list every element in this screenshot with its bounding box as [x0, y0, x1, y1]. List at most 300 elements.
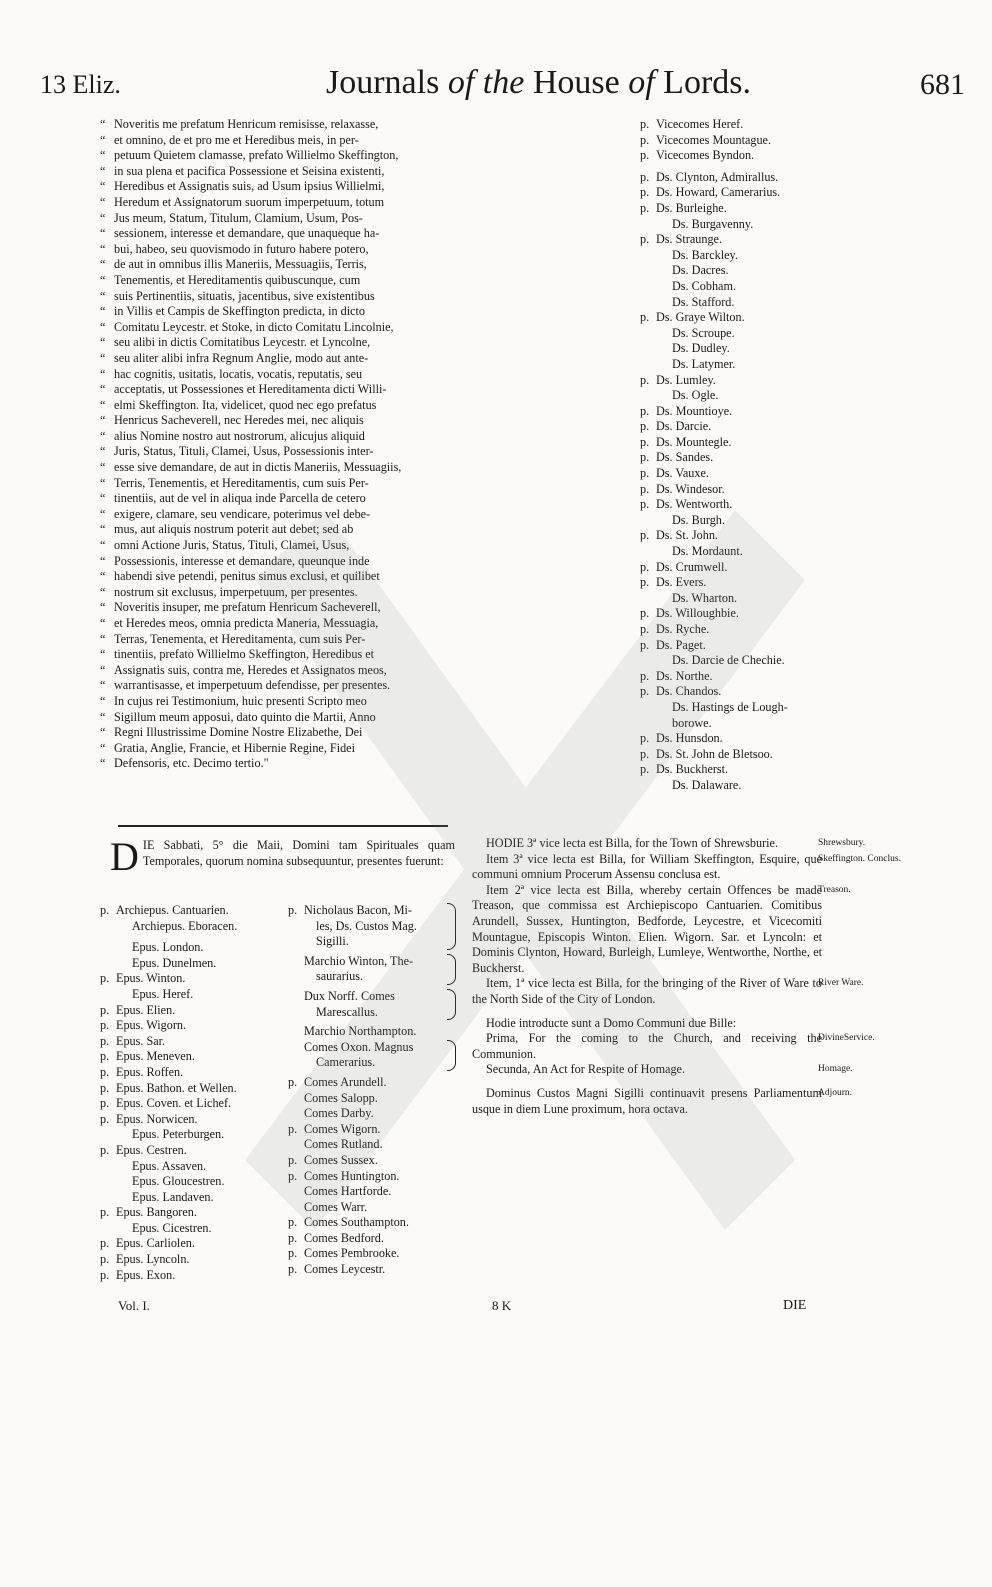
lord-entry: [100, 1252, 285, 1268]
deed-line: [100, 507, 445, 523]
deed-line: [100, 647, 445, 663]
deed-line: [100, 304, 445, 320]
quote-mark: “: [100, 709, 106, 724]
present-mark: p.: [640, 762, 650, 777]
deed-line-text: Heredibus et Assignatis suis, ad Usum ipsius Willielmi,: [114, 179, 385, 194]
quote-mark: “: [100, 226, 106, 241]
lord-name: Ds. Straunge.: [656, 232, 723, 247]
lord-name: Archiepus. Cantuarien.: [116, 903, 229, 917]
deed-line: [100, 148, 445, 164]
deed-line: [100, 585, 445, 601]
lord-name: Epus. Lyncoln.: [116, 1252, 190, 1267]
lord-name: Archiepus. Eboracen.: [132, 918, 238, 933]
lord-name: Ds. Darcie.: [656, 419, 712, 434]
deed-line: [100, 211, 445, 227]
lord-entry: [640, 326, 910, 342]
temporal-lord-line: Dux Norff. Comes: [304, 988, 395, 1003]
lord-name: Ds. Latymer.: [672, 356, 736, 371]
quote-mark: “: [100, 335, 106, 350]
quote-mark: “: [100, 584, 106, 599]
lord-entry: [640, 560, 910, 576]
lord-entry: [100, 1236, 285, 1252]
lord-entry: [640, 117, 910, 133]
deed-line: [100, 569, 445, 585]
present-mark: p.: [100, 1080, 110, 1095]
quote-mark: “: [100, 163, 106, 178]
deed-line-text: Henricus Sacheverell, nec Heredes mei, nec aliquis: [114, 413, 364, 428]
lord-name: Ds. Ogle.: [672, 388, 719, 403]
deed-line: [100, 460, 445, 476]
lord-name: Ds. Cobham.: [672, 278, 736, 293]
deed-line: [100, 382, 445, 398]
lord-entry: [640, 232, 910, 248]
deed-line-text: Noveritis insuper, me prefatum Henricum Sacheverell,: [114, 600, 381, 615]
quote-mark: “: [100, 693, 106, 708]
temporal-lord-line: Marchio Northampton.: [304, 1024, 417, 1039]
temporal-lord-line: Comes Oxon. Magnus: [304, 1039, 414, 1054]
lord-name: Ds. Ryche.: [656, 622, 710, 636]
lord-entry: [640, 133, 910, 149]
running-title: [326, 64, 751, 102]
lord-name: Epus. London.: [132, 940, 204, 955]
deed-line: [100, 476, 445, 492]
lord-entry: [640, 185, 910, 201]
deed-line-text: tinentiis, prefato Willielmo Skeffington, Heredibus et: [114, 647, 375, 662]
temporal-lord-line: Comes Bedford.: [304, 1230, 384, 1245]
quote-mark: “: [100, 257, 106, 272]
lord-name: Ds. Buckherst.: [656, 762, 729, 777]
deed-line: [100, 242, 445, 258]
lord-entry: [640, 731, 910, 747]
lord-name: Ds. Dudley.: [672, 341, 730, 356]
temporal-lord-line: Nicholaus Bacon, Mi-: [304, 903, 412, 917]
proceedings: [472, 836, 822, 1117]
lord-entry: [640, 295, 910, 311]
quote-mark: “: [100, 148, 106, 163]
lord-name: Epus. Norwicen.: [116, 1111, 198, 1126]
deed-line-text: acceptatis, ut Possessiones et Hereditamenta dicti Willi-: [114, 382, 387, 397]
temporal-lord-name: [288, 1137, 444, 1153]
present-mark: p.: [640, 466, 650, 481]
deed-line-text: Terris, Tenementis, et Hereditamentis, cum suis Per-: [114, 475, 369, 490]
lord-entry: [100, 1221, 285, 1237]
lord-entry: [640, 263, 910, 279]
lord-name: Ds. Chandos.: [656, 684, 722, 699]
lord-entry: [640, 404, 910, 420]
brace-mark: [447, 903, 456, 950]
lord-entry: [640, 373, 910, 389]
deed-line-text: alius Nomine nostro aut nostrorum, alicujus aliquid: [114, 428, 365, 443]
present-mark: p.: [288, 1121, 298, 1136]
deed-line: [100, 367, 445, 383]
present-mark: p.: [288, 1152, 298, 1167]
deed-line-text: esse sive demandare, de aut in dictis Maneriis, Messuagiis,: [114, 460, 402, 475]
quote-mark: “: [100, 444, 106, 459]
lord-name: Epus. Roffen.: [116, 1064, 184, 1079]
lord-entry: [640, 700, 910, 716]
lord-entry: [640, 747, 910, 763]
margin-note: Treason.: [818, 885, 851, 895]
quote-mark: “: [100, 538, 106, 553]
present-mark: p.: [288, 1230, 298, 1245]
proceeding-entry: Dominus Custos Magni Sigilli continuavit presens Parliamentum usque in diem Lune proximum, hora octava.: [472, 1085, 822, 1116]
lord-name: Ds. Evers.: [656, 575, 707, 590]
present-mark: p.: [100, 1018, 110, 1033]
quote-mark: “: [100, 616, 106, 630]
present-mark: p.: [640, 575, 650, 590]
present-mark: p.: [288, 1074, 298, 1089]
lord-entry: [640, 248, 910, 264]
deed-line: [100, 600, 445, 616]
lord-entry: [640, 497, 910, 513]
temporal-lord-name: [288, 1075, 444, 1091]
deed-line-text: bui, habeo, seu quovismodo in futuro habere potero,: [114, 241, 369, 256]
temporal-lord-entry: [288, 1262, 458, 1278]
lord-name: Vicecomes Mountague.: [656, 132, 772, 147]
page-number: 681: [920, 68, 965, 101]
deed-line: [100, 678, 445, 694]
quote-mark: “: [100, 194, 106, 209]
lord-name: Epus. Gloucestren.: [132, 1174, 225, 1189]
lord-entry: [640, 357, 910, 373]
lord-entry: [100, 971, 285, 987]
lord-name: Epus. Dunelmen.: [132, 955, 217, 970]
quote-mark: “: [100, 631, 106, 646]
margin-note: Skeffington. Conclus.: [818, 854, 901, 864]
lord-entry: [640, 279, 910, 295]
lord-name: Ds. Burleighe.: [656, 200, 727, 215]
lord-entry: [100, 1174, 285, 1190]
deed-line-text: sessionem, interesse et demandare, que unaqueque ha-: [114, 226, 380, 241]
present-mark: p.: [640, 481, 650, 496]
margin-note: Adjourn.: [818, 1088, 853, 1098]
volume-label: Vol. I.: [118, 1298, 150, 1313]
proceeding-entry: Prima, For the coming to the Church, and receiving the Communion.: [472, 1031, 822, 1061]
deed-line-text: Gratia, Anglie, Francie, et Hibernie Regine, Fidei: [114, 740, 355, 755]
lord-entry: [100, 987, 285, 1003]
temporal-lord-line: Comes Rutland.: [304, 1137, 383, 1152]
present-mark: p.: [100, 971, 110, 986]
temporal-lord-line: Comes Pembrooke.: [304, 1246, 400, 1261]
lord-entry: [100, 1190, 285, 1206]
deed-line: [100, 179, 445, 195]
deed-line: [100, 413, 445, 429]
quote-mark: “: [100, 413, 106, 428]
lord-name: Epus. Carliolen.: [116, 1236, 195, 1251]
temporal-lord-entry: [288, 1169, 458, 1185]
present-mark: p.: [640, 528, 650, 543]
present-mark: p.: [100, 1049, 110, 1064]
lord-name: Ds. Hastings de Lough-: [672, 699, 788, 714]
quote-mark: “: [100, 210, 106, 225]
drop-cap: D: [110, 834, 139, 879]
present-mark: p.: [640, 559, 650, 574]
temporal-lord-line: Comes Sussex.: [304, 1152, 378, 1167]
present-mark: p.: [640, 132, 650, 147]
present-mark: p.: [288, 903, 298, 917]
lord-name: Ds. Vauxe.: [656, 466, 709, 481]
running-title-part: [620, 64, 629, 101]
lord-name: Epus. Wigorn.: [116, 1018, 187, 1033]
deed-line: [100, 335, 445, 351]
brace-mark: [447, 954, 456, 985]
lord-name: Ds. Lumley.: [656, 372, 716, 387]
lord-entry: [640, 684, 910, 700]
lord-name: Ds. St. John de Bletsoo.: [656, 746, 773, 761]
lord-entry: [640, 591, 910, 607]
deed-line-text: Jus meum, Statum, Titulum, Clamium, Usum, Pos-: [114, 210, 363, 225]
quote-mark: “: [100, 569, 106, 584]
deed-line-text: et omnino, de et pro me et Heredibus meis, in per-: [114, 132, 359, 147]
quote-mark: “: [100, 179, 106, 194]
deed-line: [100, 226, 445, 242]
lord-name: Ds. Burgavenny.: [672, 216, 754, 231]
temporal-lord-name: [288, 1262, 444, 1278]
brace-mark: [447, 989, 456, 1020]
lord-entry: [640, 148, 910, 164]
temporal-lord-entry: [288, 954, 458, 985]
lord-name: Ds. Darcie de Chechie.: [672, 653, 785, 668]
lord-name: Ds. Wharton.: [672, 590, 738, 605]
lord-name: Epus. Cestren.: [116, 1142, 187, 1157]
deed-line-text: in sua plena et pacifica Possessione et Seisina existenti,: [114, 163, 385, 178]
temporal-lord-entry: [288, 1231, 458, 1247]
temporal-lord-line: Sigilli.: [316, 934, 349, 949]
lord-entry: [640, 762, 910, 778]
temporal-lord-entry: [288, 903, 458, 950]
proceeding-entry: Item, 1ª vice lecta est Billa, for the bringing of the River of Ware to the North Side of the City of London.: [472, 976, 822, 1006]
temporal-lord-line: Comes Warr.: [304, 1199, 368, 1214]
present-mark: p.: [640, 746, 650, 761]
page-header: [30, 64, 965, 104]
day-heading-text: IE Sabbati, 5° die Maii, Domini tam Spirituales quam Temporales, quorum nomina subsequuntur, presentes fuerunt:: [142, 838, 455, 868]
present-mark: p.: [640, 419, 650, 434]
temporal-lord-entry: [288, 1215, 458, 1231]
running-title-part: of: [628, 64, 655, 101]
quote-mark: “: [100, 725, 106, 740]
proceeding-entry: Secunda, An Act for Respite of Homage.: [486, 1062, 686, 1077]
quote-mark: “: [100, 647, 106, 662]
deed-line-text: Comitatu Leycestr. et Stoke, in dicto Comitatu Lincolnie,: [114, 319, 394, 334]
lord-entry: [100, 1096, 285, 1112]
present-mark: p.: [640, 622, 650, 636]
temporal-lord-line: saurarius.: [316, 969, 364, 984]
proceeding-entry: Item 3ª vice lecta est Billa, for William Skeffington, Esquire, que communi omnium Procerum Assensu conclusa est.: [472, 851, 822, 882]
present-mark: p.: [640, 232, 650, 247]
lord-entry: [100, 1127, 285, 1143]
lord-name: Epus. Sar.: [116, 1033, 166, 1048]
lord-name: Ds. Paget.: [656, 637, 706, 652]
lord-entry: [640, 310, 910, 326]
quote-mark: “: [100, 600, 106, 615]
present-mark: p.: [640, 148, 650, 163]
temporal-lord-name: [288, 1231, 444, 1247]
deed-line: [100, 289, 445, 305]
temporal-lord-line: Comes Leycestr.: [304, 1262, 386, 1277]
deed-line: [100, 273, 445, 289]
lord-entry: [640, 435, 910, 451]
deed-line: [100, 429, 445, 445]
quote-mark: “: [100, 366, 106, 381]
lord-name: Ds. Willoughbie.: [656, 606, 739, 621]
temporal-lord-name: [288, 1153, 444, 1169]
lord-entry: [100, 1112, 285, 1128]
lord-name: Ds. Sandes.: [656, 450, 714, 465]
lord-name: Epus. Landaven.: [132, 1189, 214, 1204]
running-title-part: of: [447, 64, 475, 101]
quote-mark: “: [100, 460, 106, 475]
temporal-lord-line: Comes Wigorn.: [304, 1121, 381, 1136]
deed-line-text: In cujus rei Testimonium, huic presenti Scripto meo: [114, 693, 367, 708]
deed-line: [100, 663, 445, 679]
quote-mark: “: [100, 678, 106, 693]
lord-name: Ds. Barckley.: [672, 247, 738, 262]
running-title-part: Lords.: [654, 64, 751, 101]
present-mark: p.: [640, 200, 650, 215]
deed-line: [100, 195, 445, 211]
deed-line: [100, 491, 445, 507]
present-mark: p.: [288, 1168, 298, 1183]
deed-line-text: seu alibi in dictis Comitatibus Leycestr. et Lyncolne,: [114, 335, 371, 350]
deed-line: [100, 741, 445, 757]
temporal-lord-name: [288, 1184, 444, 1200]
lord-entry: [640, 622, 910, 638]
lord-entry: [100, 1065, 285, 1081]
lord-name: Ds. Stafford.: [672, 294, 735, 309]
deed-line: [100, 632, 445, 648]
lord-name: borowe.: [672, 715, 712, 730]
deed-line-text: Regni Illustrissime Domine Nostre Elizabethe, Dei: [114, 725, 363, 740]
deed-line-text: Assignatis suis, contra me, Heredes et Assignatos meos,: [114, 662, 387, 677]
present-mark: p.: [100, 903, 110, 917]
lord-entry: [640, 528, 910, 544]
margin-note: Shrewsbury.: [818, 838, 866, 848]
lord-name: Ds. Dacres.: [672, 263, 729, 278]
lord-name: Ds. Burgh.: [672, 512, 725, 527]
running-title-part: House: [532, 64, 620, 101]
temporal-lord-entry: [288, 1184, 458, 1200]
deed-line-text: warrantisasse, et imperpetuum defendisse, per presentes.: [114, 678, 391, 693]
present-mark: p.: [640, 169, 650, 184]
quote-mark: “: [100, 522, 106, 537]
lord-entry: [100, 903, 285, 919]
lord-name: Ds. Northe.: [656, 668, 713, 683]
lord-name: Epus. Bangoren.: [116, 1205, 197, 1220]
lord-name: Ds. Graye Wilton.: [656, 310, 745, 325]
lord-entry: [640, 419, 910, 435]
temporal-lord-entry: [288, 989, 458, 1020]
temporal-lord-line: Marescallus.: [316, 1004, 378, 1019]
deed-line: [100, 320, 445, 336]
deed-line-text: hac cognitis, usitatis, locatis, vocatis, reputatis, seu: [114, 366, 363, 381]
lord-name: Epus. Winton.: [116, 971, 186, 986]
quote-mark: “: [100, 553, 106, 568]
lord-entry: [100, 1268, 285, 1284]
quote-mark: “: [100, 756, 106, 771]
temporal-lord-name: [288, 1122, 444, 1138]
deed-line-text: Heredum et Assignatorum suorum imperpetuum, totum: [114, 194, 385, 209]
margin-note: River Ware.: [818, 978, 864, 988]
deed-line-text: et Heredes meos, omnia predicta Maneria, Messuagia,: [114, 616, 379, 630]
lord-name: Epus. Peterburgen.: [132, 1127, 225, 1142]
deed-text: [100, 117, 445, 772]
lord-entry: [100, 919, 285, 935]
deed-line-text: tinentiis, aut de vel in aliqua inde Parcella de cetero: [114, 491, 366, 506]
present-mark: p.: [100, 1267, 110, 1282]
header-regnal-year: 13 Eliz.: [40, 70, 121, 99]
lord-entry: [640, 170, 910, 186]
lord-entry: [100, 1034, 285, 1050]
lord-name: Epus. Cicestren.: [132, 1220, 212, 1235]
present-mark: p.: [640, 372, 650, 387]
present-mark: p.: [100, 1064, 110, 1079]
deed-line: [100, 351, 445, 367]
deed-line-text: Defensoris, etc. Decimo tertio.": [114, 756, 269, 771]
deed-line: [100, 117, 445, 133]
temporal-lord-entry: [288, 1246, 458, 1262]
temporal-lord-entry: [288, 1040, 458, 1071]
proceeding-entry: Hodie introducte sunt a Domo Communi due Bille:: [486, 1015, 737, 1030]
lord-name: Ds. Mordaunt.: [672, 544, 743, 559]
quote-mark: “: [100, 132, 106, 147]
deed-line: [100, 756, 445, 772]
lord-entry: [100, 1049, 285, 1065]
lord-entry: [640, 482, 910, 498]
lord-name: Epus. Heref.: [132, 986, 194, 1001]
lord-entry: [100, 1081, 285, 1097]
lord-entry: [640, 466, 910, 482]
quote-mark: “: [100, 397, 106, 412]
temporal-lord-entry: [288, 1075, 458, 1091]
lord-entry: [640, 513, 910, 529]
quote-mark: “: [100, 382, 106, 397]
temporal-lord-entry: [288, 1200, 458, 1216]
present-mark: p.: [100, 1252, 110, 1267]
present-mark: p.: [100, 1002, 110, 1017]
deed-line: [100, 616, 445, 632]
lords-list-continued: [640, 117, 910, 794]
deed-line-text: petuum Quietem clamasse, prefato Willielmo Skeffington,: [114, 148, 399, 163]
lord-entry: [100, 1018, 285, 1034]
deed-line: [100, 398, 445, 414]
lord-entry: [640, 341, 910, 357]
spiritual-lords-list: [100, 903, 285, 1283]
lord-name: Ds. Windesor.: [656, 481, 725, 496]
present-mark: p.: [100, 1033, 110, 1048]
present-mark: p.: [640, 606, 650, 621]
lord-entry: [640, 575, 910, 591]
lord-name: Ds. Mountegle.: [656, 434, 732, 449]
proceeding-entry: Item 2ª vice lecta est Billa, whereby certain Offences be made Treason, que commissa est Archiepiscopo Cantuarien. Comitibus Arundell, Sussex, Huntington, Bedforde, Leycestre, et Vicecomiti Mountague, Episcopis Winton. Elien. Wigorn. Sar. et Lyncoln: et Dominis Clynton, Howard, Burleigh, Lumleye, Wentworthe, Northe, et Buckherst.: [472, 882, 822, 975]
temporal-lord-name: [288, 903, 444, 950]
lord-entry: [100, 1205, 285, 1221]
lord-name: Ds. Howard, Camerarius.: [656, 185, 781, 200]
lord-name: Vicecomes Heref.: [656, 117, 744, 131]
lord-name: Epus. Exon.: [116, 1267, 176, 1282]
quote-mark: “: [100, 350, 106, 365]
temporal-lord-name: [288, 1106, 444, 1122]
lord-name: Ds. Scroupe.: [672, 325, 735, 340]
present-mark: p.: [640, 637, 650, 652]
lord-name: Ds. St. John.: [656, 528, 718, 543]
present-mark: p.: [640, 310, 650, 325]
lord-entry: [640, 388, 910, 404]
temporal-lord-line: Comes Southampton.: [304, 1215, 409, 1230]
temporal-lord-name: [288, 954, 444, 985]
lord-entry: [640, 450, 910, 466]
lord-entry: [640, 778, 910, 794]
present-mark: p.: [100, 1111, 110, 1126]
